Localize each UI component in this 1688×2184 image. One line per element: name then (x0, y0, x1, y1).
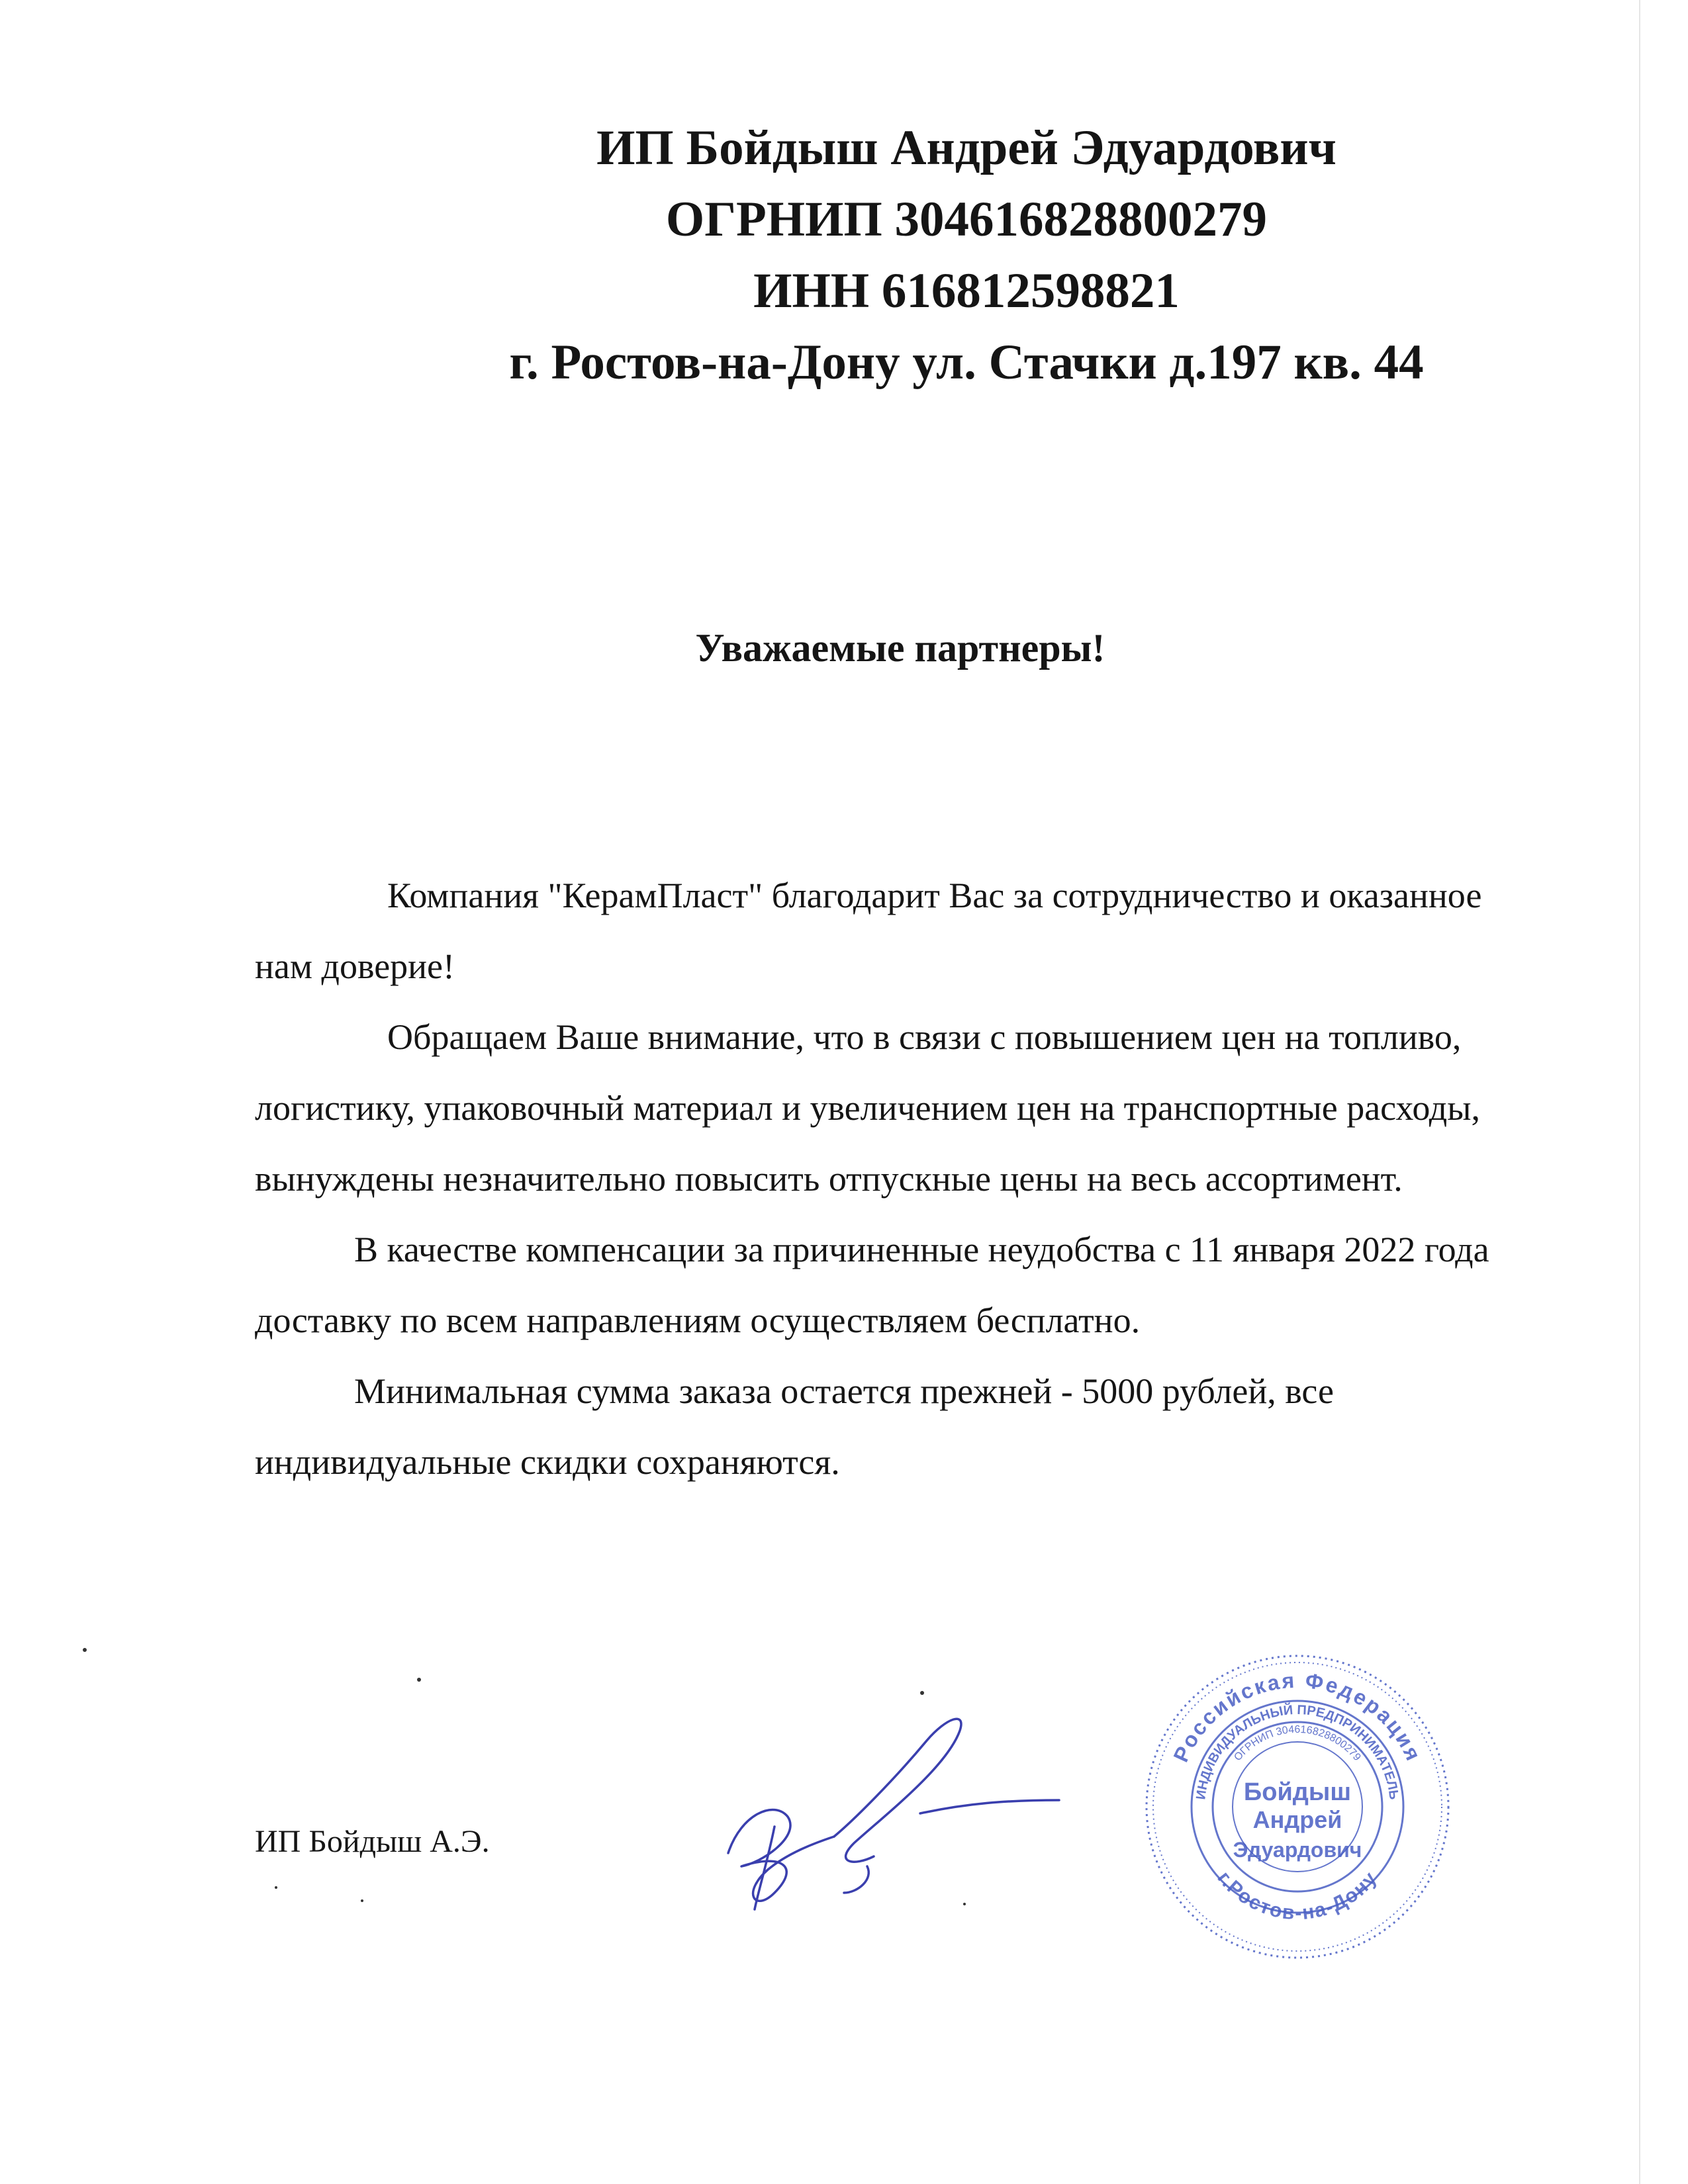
scan-speck (417, 1678, 421, 1682)
scan-speck (963, 1903, 966, 1905)
stamp-surname: Бойдыш (1243, 1778, 1352, 1806)
paragraph-minimum-order: Минимальная сумма заказа остается прежней - 5000 рублей, все индивидуальные скидки сохраняются. (255, 1371, 1334, 1482)
letterhead-inn: ИНН 616812598821 (753, 263, 1180, 318)
greeting: Уважаемые партнеры! (695, 626, 1105, 670)
paragraph-price-increase: Обращаем Ваше внимание, что в связи с повышением цен на топливо, логистику, упаковочный материал и увеличением цен на транспортные расходы, вынуждены незначительно повысить отпускные цены на весь ассортимент. (255, 1017, 1481, 1199)
letterhead-name: ИП Бойдыш Андрей Эдуардович (596, 120, 1336, 175)
stamp-first-name: Андрей (1252, 1806, 1342, 1833)
scan-speck (920, 1691, 924, 1695)
paragraph-free-delivery: В качестве компенсации за причиненные неудобства с 11 января 2022 года доставку по всем направлениям осуществляем бесплатно. (255, 1230, 1489, 1340)
scan-edge-line (1639, 0, 1640, 2184)
signer-name: ИП Бойдыш А.Э. (255, 1824, 490, 1859)
stamp-patronymic: Эдуардович (1233, 1838, 1362, 1862)
scan-speck (361, 1899, 363, 1902)
letter-body (255, 860, 1513, 1498)
handwritten-signature (702, 1701, 1072, 1913)
stamp-city-text: г.Ростов-на-Дону (1213, 1867, 1382, 1925)
stamp-ogrnip-text: ОГРНИП 304616828800279 (1232, 1723, 1363, 1764)
scan-speck (275, 1886, 277, 1889)
official-stamp (1139, 1648, 1456, 1966)
stamp-outer-text: Российская Федерация (1168, 1668, 1427, 1766)
svg-text:г.Ростов-на-Дону (1213, 1867, 1382, 1924)
paragraph-thanks: Компания "КерамПласт" благодарит Вас за сотрудничество и оказанное нам доверие! (255, 876, 1482, 986)
scan-speck (83, 1648, 87, 1652)
letterhead-ogrnip: ОГРНИП 304616828800279 (665, 192, 1268, 247)
stamp-ring-text: ИНДИВИДУАЛЬНЫЙ ПРЕДПРИНИМАТЕЛЬ (1194, 1702, 1401, 1801)
letterhead-address: г. Ростов-на-Дону ул. Стачки д.197 кв. 44 (509, 335, 1424, 390)
letterhead (371, 113, 1562, 398)
